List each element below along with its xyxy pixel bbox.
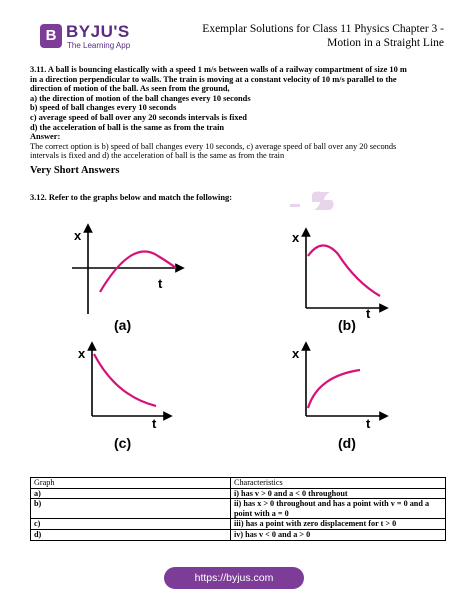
table-header-row bbox=[31, 478, 446, 489]
answer-text-line: intervals is fixed and d) the acceleration of ball is the same as from the train bbox=[30, 151, 285, 161]
characteristic-cell: i) has v > 0 and a < 0 throughout bbox=[231, 488, 446, 499]
answer-text-line: The correct option is b) speed of ball changes every 10 seconds, c) average speed of ball over any 20 seconds bbox=[30, 141, 397, 151]
graph-c bbox=[78, 346, 168, 451]
graphs-panel bbox=[0, 220, 474, 460]
graph-d-curve bbox=[308, 370, 360, 408]
graph-d-t-label: t bbox=[366, 416, 371, 431]
option-c: c) average speed of ball over any 20 seconds intervals is fixed bbox=[30, 112, 247, 122]
column-header-characteristics: Characteristics bbox=[231, 478, 446, 489]
footer-website-link[interactable]: https://byjus.com bbox=[164, 567, 304, 589]
option-a: a) the direction of motion of the ball changes every 10 seconds bbox=[30, 93, 251, 103]
byjus-logo bbox=[40, 22, 134, 52]
section-heading: Very Short Answers bbox=[30, 165, 120, 176]
table-row bbox=[31, 499, 446, 519]
page-header-title bbox=[202, 22, 444, 50]
graph-a-curve bbox=[100, 252, 176, 293]
graph-b-caption: (b) bbox=[338, 317, 356, 333]
characteristic-cell: iv) has v < 0 and a > 0 bbox=[231, 529, 446, 540]
question-stem-line: direction of motion of the ball. As seen from the ground, bbox=[30, 84, 230, 94]
graph-cell: c) bbox=[31, 519, 231, 530]
byjus-logo-mark: B bbox=[40, 24, 62, 48]
graph-c-caption: (c) bbox=[114, 435, 132, 451]
option-b: b) speed of ball changes every 10 seconds bbox=[30, 103, 177, 113]
graph-c-curve bbox=[94, 354, 156, 406]
characteristic-cell: iii) has a point with zero displacement for t > 0 bbox=[231, 519, 446, 530]
logo-name: BYJU'S bbox=[66, 22, 130, 41]
question-stem-line: 3.11. A ball is bouncing elastically with a speed 1 m/s between walls of a railway compartment of size 10 m bbox=[30, 65, 407, 74]
graph-b-t-label: t bbox=[366, 306, 371, 321]
table-row bbox=[31, 529, 446, 540]
graph-b-x-label: x bbox=[292, 230, 300, 245]
question-stem-line: in a direction perpendicular to walls. The train is moving at a constant velocity of 10 m/s parallel to the bbox=[30, 74, 397, 84]
question-3-12: 3.12. Refer to the graphs below and match the following: bbox=[30, 193, 232, 202]
graph-cell: d) bbox=[31, 529, 231, 540]
answer-label: Answer: bbox=[30, 132, 61, 142]
header-title-line-1: Exemplar Solutions for Class 11 Physics Chapter 3 - bbox=[202, 23, 444, 35]
match-table bbox=[30, 477, 446, 541]
table-row bbox=[31, 519, 446, 530]
table-row bbox=[31, 488, 446, 499]
graph-d-x-label: x bbox=[292, 346, 300, 361]
graph-cell: a) bbox=[31, 488, 231, 499]
graph-d-caption: (d) bbox=[338, 435, 356, 451]
graph-a bbox=[72, 228, 180, 333]
watermark-logo bbox=[290, 190, 370, 212]
column-header-graph: Graph bbox=[31, 478, 231, 489]
graph-a-caption: (a) bbox=[114, 317, 132, 333]
characteristic-cell: ii) has x > 0 throughout and has a point with v = 0 and a point with a = 0 bbox=[231, 499, 446, 519]
graph-a-x-label: x bbox=[74, 228, 82, 243]
graph-b-curve bbox=[308, 245, 380, 296]
graph-d bbox=[292, 346, 384, 451]
logo-tagline: The Learning App bbox=[67, 41, 131, 50]
graph-cell: b) bbox=[31, 499, 231, 519]
option-d: d) the acceleration of ball is the same as from the train bbox=[30, 122, 225, 132]
graph-c-x-label: x bbox=[78, 346, 86, 361]
header-title-line-2: Motion in a Straight Line bbox=[327, 37, 444, 49]
question-3-11 bbox=[30, 65, 450, 161]
graph-a-t-label: t bbox=[158, 276, 163, 291]
graph-b bbox=[292, 230, 384, 333]
graph-c-t-label: t bbox=[152, 416, 157, 431]
